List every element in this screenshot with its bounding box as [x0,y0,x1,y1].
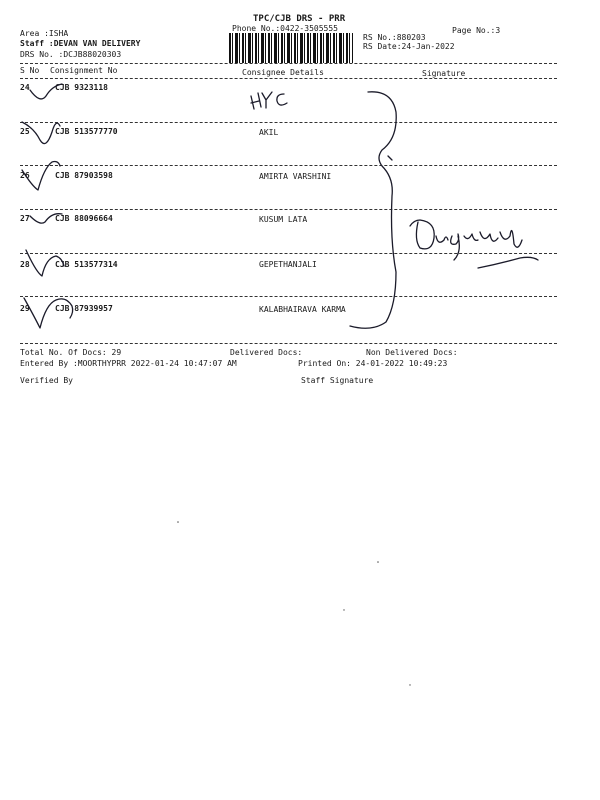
row-consignment: CJB 87903598 [55,171,113,180]
row-consignment: CJB 513577770 [55,127,118,136]
entered-by: Entered By :MOORTHYPRR 2022-01-24 10:47:07 AM [20,359,237,368]
tick-mark [30,214,62,223]
column-signature: Signature [422,69,466,78]
row-consignment: CJB 513577314 [55,260,118,269]
non-delivered-docs: Non Delivered Docs: [366,348,458,357]
printed-on: Printed On: 24-01-2022 10:49:23 [298,359,448,368]
initials-mark [277,94,287,105]
total-docs: Total No. Of Docs: 29 [20,348,122,357]
tick-mark [30,84,62,99]
signature-stroke [480,232,498,241]
row-consignee: AKIL [259,128,279,137]
row-sno: 28 [20,260,30,269]
initials-mark [251,93,261,109]
row-consignee: GEPETHANJALI [259,260,317,269]
signature-bracket [350,92,396,328]
signature-stroke [410,220,434,249]
tick-mark [22,122,60,144]
rs-number: RS No.:880203 [363,33,426,42]
column-sno: S No [20,66,40,75]
delivered-docs: Delivered Docs: [230,348,303,357]
row-sno: 29 [20,304,30,313]
document-title: TPC/CJB DRS - PRR [253,14,346,24]
tick-mark [26,250,64,276]
signature-underline [478,257,538,268]
row-consignment: CJB 87939957 [55,304,113,313]
signature-stroke [464,234,478,240]
row-sno: 25 [20,127,30,136]
row-consignment: CJB 88096664 [55,214,113,223]
row-consignee: KUSUM LATA [259,215,308,224]
rs-date: RS Date:24-Jan-2022 [363,42,455,51]
signature-stroke [451,234,460,260]
tick-mark [24,298,73,328]
column-consignee: Consignee Details [242,68,324,77]
phone-number: Phone No.:0422-3505555 [232,24,338,33]
area-label: Area :ISHA [20,29,69,38]
initials-mark [262,92,272,108]
verified-by: Verified By [20,376,73,385]
drs-number: DRS No. :DCJB88020303 [20,50,122,59]
row-consignee: AMIRTA VARSHINI [259,172,332,181]
signature-stroke [436,236,448,242]
staff-signature: Staff Signature [301,376,374,385]
row-sno: 27 [20,214,30,223]
row-sno: 26 [20,171,30,180]
row-sno: 24 [20,83,30,92]
signature-stroke [388,156,392,160]
row-consignment: CJB 9323118 [55,83,108,92]
tick-mark [22,162,60,191]
row-consignee: KALABHAIRAVA KARMA [259,305,346,314]
signature-stroke [500,231,522,248]
column-consignment: Consignment No [50,66,118,75]
staff-label: Staff :DEVAN VAN DELIVERY [20,39,141,48]
page-number: Page No.:3 [452,26,501,35]
